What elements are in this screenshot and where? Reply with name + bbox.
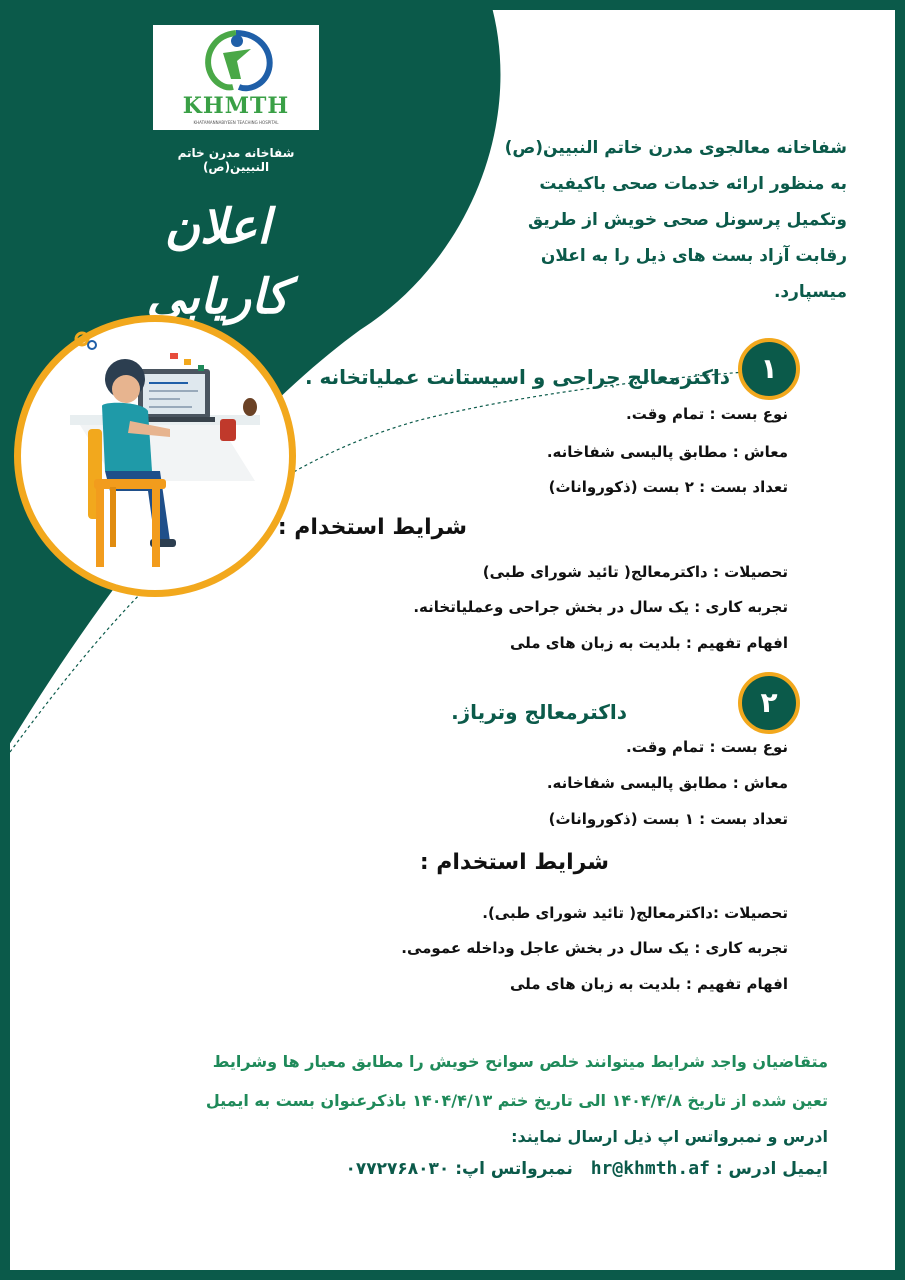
position-1-condition-education: تحصیلات : داکترمعالج( تائید شورای طبی) [482,563,788,581]
position-2-detail-count: تعداد بست : ۱ بست (ذکورواناث) [548,810,788,828]
intro-line: رقابت آزاد بست های ذیل را به اعلان [540,246,847,266]
logo-emblem-icon [153,25,319,95]
intro-line: شفاخانه معالجوی مدرن خاتم النبیین(ص) [504,138,847,158]
whatsapp-label: نمبرواتس اپ: [455,1159,573,1179]
intro-line: میسپارد. [773,282,847,302]
email-link[interactable]: hr@khmth.af [590,1158,710,1179]
footer-line: ادرس و نمبرواتس اپ ذیل ارسال نمایند: [511,1127,828,1146]
position-2-number-badge: ۲ [738,672,800,734]
position-2-detail-type: نوع بست : تمام وقت. [626,738,788,756]
intro-paragraph [447,130,847,310]
announcement-title: اعلان کاریابی [146,199,289,325]
position-1-number-badge: ۱ [738,338,800,400]
email-label: ایمیل ادرس : [715,1159,828,1179]
intro-line: وتکمیل پرسونل صحی خویش از طریق [528,210,847,230]
position-2-detail-salary: معاش : مطابق پالیسی شفاخانه. [546,774,788,792]
position-1-detail-salary: معاش : مطابق پالیسی شفاخانه. [546,443,788,461]
position-2-title: داکترمعالج وترياژ. [451,700,627,724]
logo-subtitle: KHATAMANNABIYEEN TEACHING HOSPITAL [193,120,279,125]
position-2-condition-education: تحصیلات :داکترمعالج( تائید شورای طبی). [482,904,788,922]
footer-line: متقاضیان واجد شرایط میتوانند خلص سوانح خویش را مطابق معیار ها وشرایط [212,1052,828,1071]
footer-line: تعین شده از تاریخ ۱۴۰۴/۴/۸ الی تاریخ ختم ۱۴۰۴/۴/۱۳ باذکرعنوان بست به ایمیل [205,1091,828,1110]
position-1-condition-experience: تجربه کاری : یک سال در بخش جراحی وعملیاتخانه. [413,598,788,616]
intro-line: به منظور ارائه خدمات صحی باکیفیت [539,174,847,194]
whatsapp-number[interactable]: ۰۷۷۲۷۶۸۰۳۰ [345,1159,450,1179]
position-2-condition-language: افهام تفهیم : بلدیت به زبان های ملی [510,975,788,993]
position-1-detail-count: تعداد بست : ۲ بست (ذکورواناث) [548,478,788,496]
position-1-conditions-title: شرایط استخدام : [277,515,467,540]
position-2-conditions-title: شرایط استخدام : [419,850,609,875]
workstation-illustration [10,311,300,601]
position-1-title: داکترمعالج جراحی و اسیستانت عملیاتخانه . [304,365,730,389]
logo-wordmark: KHMTH [182,93,290,119]
hospital-logo [153,25,319,130]
position-1-detail-type: نوع بست : تمام وقت. [626,405,788,423]
hospital-name: شفاخانه مدرن خاتم النبیین(ص) [177,146,295,174]
contact-line [346,1158,828,1179]
position-2-condition-experience: تجربه کاری : یک سال در بخش عاجل وداخله عمومی. [401,939,788,957]
position-1-condition-language: افهام تفهیم : بلدیت به زبان های ملی [510,634,788,652]
